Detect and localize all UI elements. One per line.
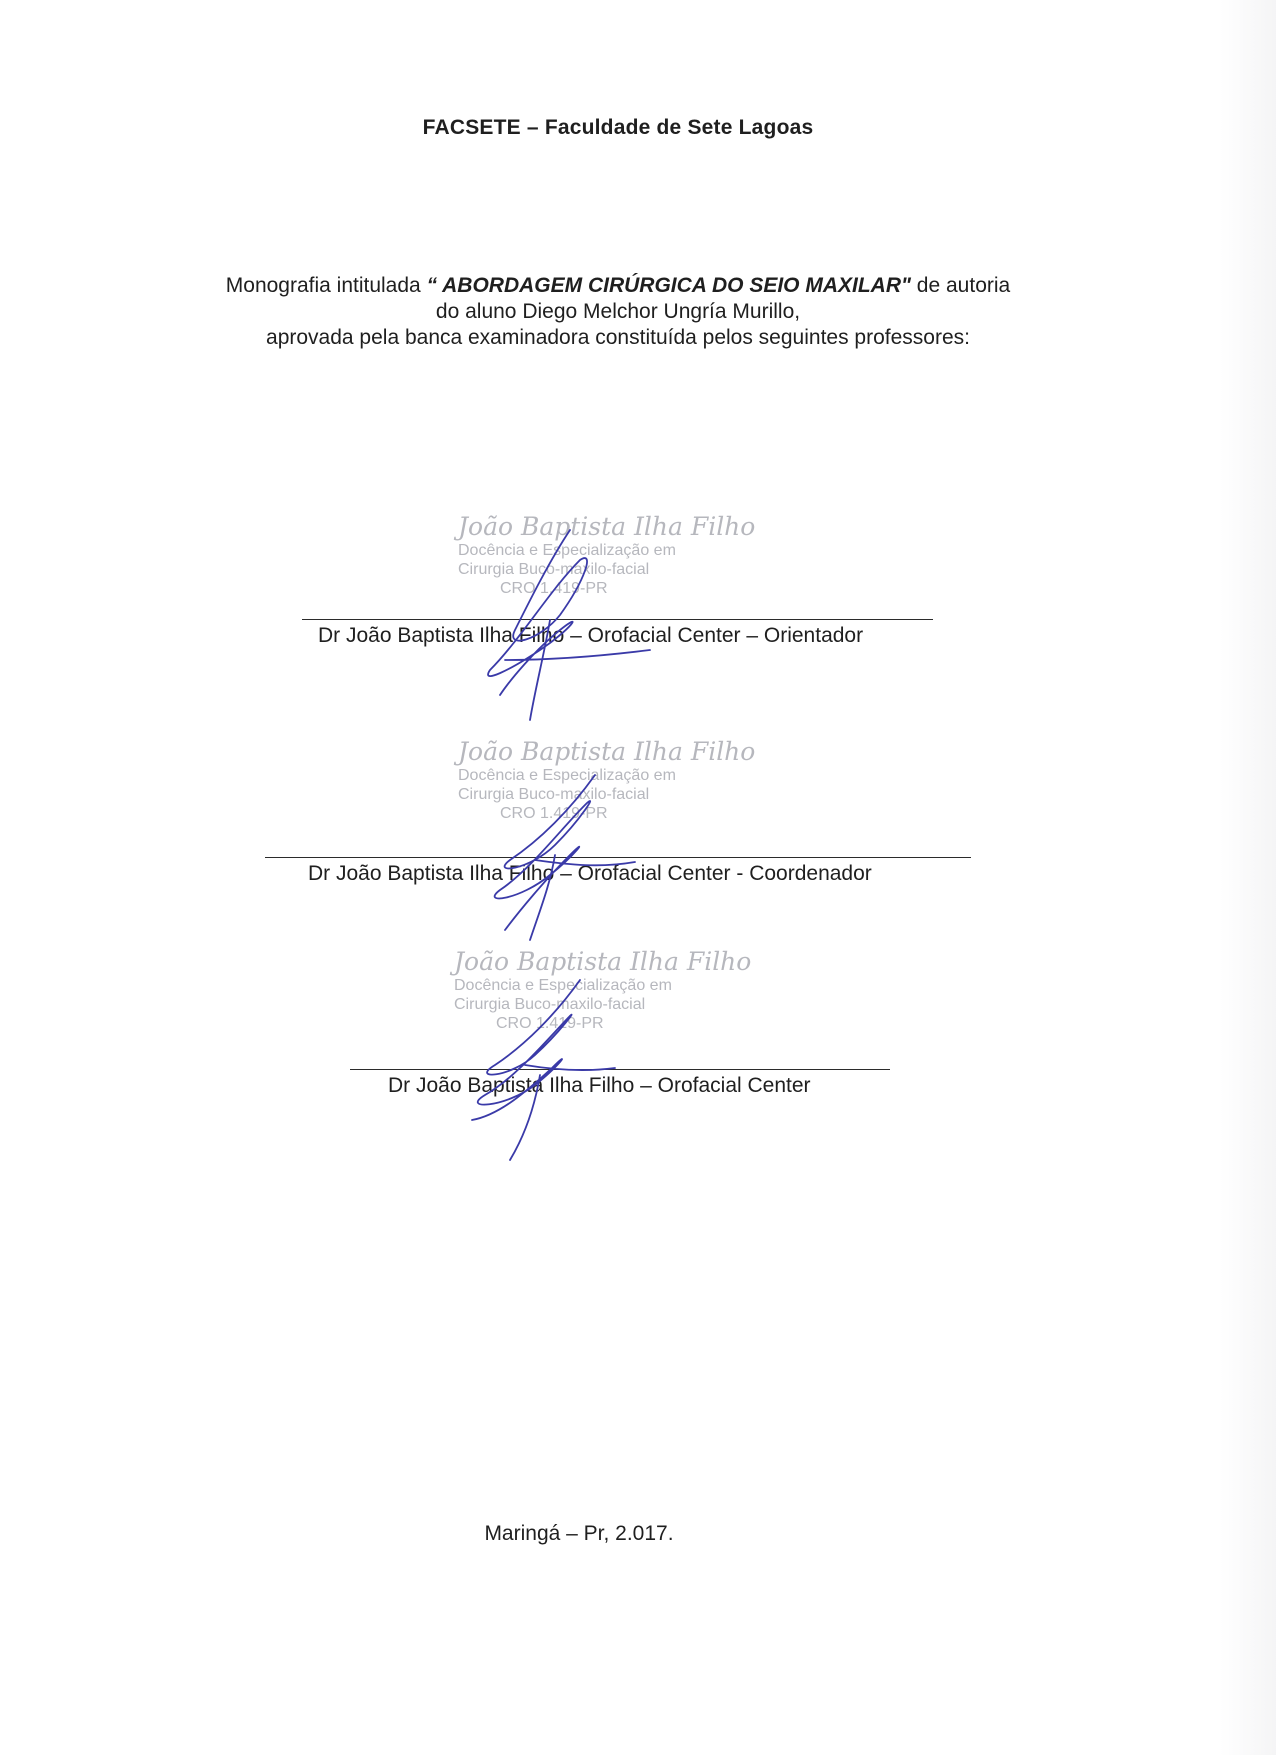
signatory-caption: Dr João Baptista Ilha Filho – Orofacial Center – Orientador <box>318 624 864 647</box>
monograph-title: “ ABORDAGEM CIRÚRGICA DO SEIO MAXILAR" <box>426 274 911 297</box>
approval-statement <box>60 273 1176 351</box>
approval-line-2: do aluno Diego Melchor Ungría Murillo, <box>435 300 801 323</box>
approval-prefix: Monografia intitulada <box>225 274 427 297</box>
stamp-line-1: Docência e Especialização em <box>454 977 672 994</box>
place-and-date: Maringá – Pr, 2.017. <box>484 1522 674 1545</box>
stamp-line-3: CRO 1.419-PR <box>500 580 608 597</box>
handwritten-signature <box>420 520 720 720</box>
handwritten-signature <box>420 750 720 950</box>
stamp-line-3: CRO 1.419-PR <box>496 1015 604 1032</box>
stamp-name: João Baptista Ilha Filho <box>458 737 756 766</box>
institution-header: FACSETE – Faculdade de Sete Lagoas <box>422 116 814 139</box>
stamp-line-2: Cirurgia Buco-maxilo-facial <box>454 996 646 1013</box>
stamp-name: João Baptista Ilha Filho <box>458 512 756 541</box>
stamp-line-2: Cirurgia Buco-maxilo-facial <box>458 561 650 578</box>
stamp-line-2: Cirurgia Buco-maxilo-facial <box>458 786 650 803</box>
signatory-caption: Dr João Baptista Ilha Filho – Orofacial Center <box>388 1074 811 1097</box>
stamp-line-1: Docência e Especialização em <box>458 767 676 784</box>
approval-line-1 <box>60 273 1176 299</box>
approval-suffix: de autoria <box>910 274 1011 297</box>
stamp-line-3: CRO 1.419-PR <box>500 805 608 822</box>
stamp-name: João Baptista Ilha Filho <box>454 947 752 976</box>
handwritten-signature <box>410 960 710 1160</box>
approval-line-3: aprovada pela banca examinadora constituída pelos seguintes professores: <box>266 326 970 349</box>
stamp-line-1: Docência e Especialização em <box>458 542 676 559</box>
scan-edge-shadow <box>1220 0 1276 1755</box>
signatory-caption: Dr João Baptista Ilha Filho – Orofacial Center - Coordenador <box>308 862 872 885</box>
